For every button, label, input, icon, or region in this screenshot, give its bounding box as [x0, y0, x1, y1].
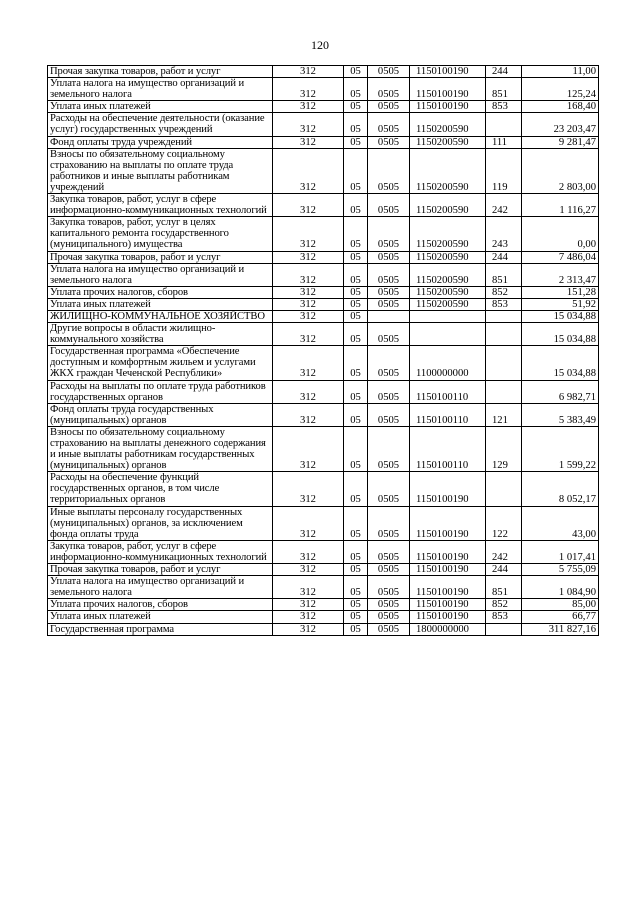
section-code-cell: 05 [344, 506, 368, 540]
expense-name-cell: Уплата прочих налогов, сборов [48, 599, 273, 611]
expense-name-cell: ЖИЛИЩНО-КОММУНАЛЬНОЕ ХОЗЯЙСТВО [48, 310, 273, 322]
section-code-cell: 05 [344, 380, 368, 403]
table-row [48, 194, 599, 217]
amount-cell: 5 383,49 [522, 403, 599, 426]
expense-type-cell: 129 [486, 426, 522, 471]
target-article-cell: 1150100110 [410, 403, 486, 426]
department-code-cell: 312 [273, 66, 344, 78]
expense-type-cell: 244 [486, 564, 522, 576]
section-code-cell: 05 [344, 251, 368, 263]
section-code-cell: 05 [344, 310, 368, 322]
amount-cell: 66,77 [522, 611, 599, 623]
section-code-cell: 05 [344, 611, 368, 623]
section-code-cell: 05 [344, 346, 368, 380]
table-row [48, 599, 599, 611]
amount-cell: 125,24 [522, 78, 599, 101]
expense-type-cell: 242 [486, 540, 522, 563]
target-article-cell: 1150200590 [410, 251, 486, 263]
amount-cell: 9 281,47 [522, 136, 599, 148]
expense-type-cell: 121 [486, 403, 522, 426]
subsection-code-cell: 0505 [368, 426, 410, 471]
amount-cell: 6 982,71 [522, 380, 599, 403]
section-code-cell: 05 [344, 298, 368, 310]
section-code-cell: 05 [344, 194, 368, 217]
expense-name-cell: Уплата налога на имущество организаций и земельного налога [48, 263, 273, 286]
table-row [48, 113, 599, 136]
expense-name-cell: Взносы по обязательному социальному страхованию на выплаты по оплате труда работников и иные выплаты работникам учреждений [48, 148, 273, 193]
target-article-cell: 1150100190 [410, 540, 486, 563]
table-row [48, 148, 599, 193]
expense-name-cell: Закупка товаров, работ, услуг в сфере информационно-коммуникационных технологий [48, 540, 273, 563]
department-code-cell: 312 [273, 217, 344, 251]
amount-cell: 51,92 [522, 298, 599, 310]
table-row [48, 472, 599, 506]
subsection-code-cell [368, 310, 410, 322]
section-code-cell: 05 [344, 323, 368, 346]
department-code-cell: 312 [273, 251, 344, 263]
department-code-cell: 312 [273, 426, 344, 471]
department-code-cell: 312 [273, 346, 344, 380]
section-code-cell: 05 [344, 78, 368, 101]
expense-type-cell [486, 380, 522, 403]
amount-cell: 0,00 [522, 217, 599, 251]
table-row [48, 506, 599, 540]
department-code-cell: 312 [273, 310, 344, 322]
department-code-cell: 312 [273, 136, 344, 148]
department-code-cell: 312 [273, 599, 344, 611]
expense-name-cell: Фонд оплаты труда учреждений [48, 136, 273, 148]
table-row [48, 66, 599, 78]
amount-cell: 15 034,88 [522, 323, 599, 346]
expense-type-cell [486, 623, 522, 635]
subsection-code-cell: 0505 [368, 113, 410, 136]
department-code-cell: 312 [273, 148, 344, 193]
department-code-cell: 312 [273, 540, 344, 563]
table-row [48, 298, 599, 310]
expense-name-cell: Уплата иных платежей [48, 101, 273, 113]
amount-cell: 8 052,17 [522, 472, 599, 506]
expense-type-cell: 853 [486, 298, 522, 310]
subsection-code-cell: 0505 [368, 298, 410, 310]
table-row [48, 101, 599, 113]
section-code-cell: 05 [344, 576, 368, 599]
section-code-cell: 05 [344, 217, 368, 251]
target-article-cell: 1150100190 [410, 599, 486, 611]
table-row [48, 323, 599, 346]
section-code-cell: 05 [344, 623, 368, 635]
expense-type-cell: 243 [486, 217, 522, 251]
table-row [48, 136, 599, 148]
target-article-cell: 1150200590 [410, 136, 486, 148]
section-code-cell: 05 [344, 599, 368, 611]
subsection-code-cell: 0505 [368, 611, 410, 623]
target-article-cell: 1150100190 [410, 611, 486, 623]
section-code-cell: 05 [344, 403, 368, 426]
expense-name-cell: Уплата налога на имущество организаций и земельного налога [48, 576, 273, 599]
amount-cell: 1 116,27 [522, 194, 599, 217]
amount-cell: 15 034,88 [522, 346, 599, 380]
section-code-cell: 05 [344, 113, 368, 136]
subsection-code-cell: 0505 [368, 148, 410, 193]
department-code-cell: 312 [273, 576, 344, 599]
amount-cell: 23 203,47 [522, 113, 599, 136]
expense-type-cell: 244 [486, 66, 522, 78]
target-article-cell: 1150200590 [410, 194, 486, 217]
subsection-code-cell: 0505 [368, 380, 410, 403]
subsection-code-cell: 0505 [368, 66, 410, 78]
department-code-cell: 312 [273, 472, 344, 506]
amount-cell: 5 755,09 [522, 564, 599, 576]
target-article-cell: 1150200590 [410, 113, 486, 136]
target-article-cell: 1150100190 [410, 576, 486, 599]
expense-name-cell: Уплата налога на имущество организаций и земельного налога [48, 78, 273, 101]
table-row [48, 346, 599, 380]
subsection-code-cell: 0505 [368, 194, 410, 217]
subsection-code-cell: 0505 [368, 599, 410, 611]
amount-cell: 43,00 [522, 506, 599, 540]
table-row [48, 540, 599, 563]
expense-name-cell: Уплата прочих налогов, сборов [48, 286, 273, 298]
section-code-cell: 05 [344, 472, 368, 506]
expense-type-cell [486, 310, 522, 322]
expense-name-cell: Иные выплаты персоналу государственных (муниципальных) органов, за исключением фонда оплаты труда [48, 506, 273, 540]
department-code-cell: 312 [273, 564, 344, 576]
target-article-cell [410, 323, 486, 346]
subsection-code-cell: 0505 [368, 346, 410, 380]
department-code-cell: 312 [273, 623, 344, 635]
section-code-cell: 05 [344, 148, 368, 193]
subsection-code-cell: 0505 [368, 403, 410, 426]
target-article-cell: 1150200590 [410, 263, 486, 286]
table-row [48, 564, 599, 576]
department-code-cell: 312 [273, 78, 344, 101]
subsection-code-cell: 0505 [368, 251, 410, 263]
table-row [48, 251, 599, 263]
subsection-code-cell: 0505 [368, 576, 410, 599]
table-row [48, 263, 599, 286]
target-article-cell: 1100000000 [410, 346, 486, 380]
expense-name-cell: Расходы на обеспечение функций государственных органов, в том числе территориальных органов [48, 472, 273, 506]
budget-table-body [48, 66, 599, 636]
subsection-code-cell: 0505 [368, 323, 410, 346]
expense-name-cell: Расходы на обеспечение деятельности (оказание услуг) государственных учреждений [48, 113, 273, 136]
expense-type-cell [486, 346, 522, 380]
amount-cell: 1 084,90 [522, 576, 599, 599]
table-row [48, 78, 599, 101]
section-code-cell: 05 [344, 136, 368, 148]
expense-name-cell: Взносы по обязательному социальному страхованию на выплаты денежного содержания и иные выплаты работникам государственных (муниципальных) органов [48, 426, 273, 471]
amount-cell: 2 313,47 [522, 263, 599, 286]
department-code-cell: 312 [273, 298, 344, 310]
expense-type-cell [486, 113, 522, 136]
table-row [48, 286, 599, 298]
subsection-code-cell: 0505 [368, 263, 410, 286]
target-article-cell: 1150200590 [410, 148, 486, 193]
department-code-cell: 312 [273, 403, 344, 426]
expense-type-cell: 242 [486, 194, 522, 217]
section-code-cell: 05 [344, 564, 368, 576]
expense-name-cell: Фонд оплаты труда государственных (муниципальных) органов [48, 403, 273, 426]
target-article-cell: 1150100110 [410, 380, 486, 403]
expense-name-cell: Другие вопросы в области жилищно-коммунального хозяйства [48, 323, 273, 346]
subsection-code-cell: 0505 [368, 286, 410, 298]
section-code-cell: 05 [344, 540, 368, 563]
target-article-cell: 1150200590 [410, 217, 486, 251]
department-code-cell: 312 [273, 263, 344, 286]
expense-name-cell: Закупка товаров, работ, услуг в сфере информационно-коммуникационных технологий [48, 194, 273, 217]
section-code-cell: 05 [344, 286, 368, 298]
amount-cell: 2 803,00 [522, 148, 599, 193]
section-code-cell: 05 [344, 263, 368, 286]
expense-name-cell: Государственная программа [48, 623, 273, 635]
expense-type-cell: 119 [486, 148, 522, 193]
table-row [48, 310, 599, 322]
subsection-code-cell: 0505 [368, 101, 410, 113]
target-article-cell: 1150200590 [410, 286, 486, 298]
target-article-cell: 1150200590 [410, 298, 486, 310]
subsection-code-cell: 0505 [368, 78, 410, 101]
expense-name-cell: Прочая закупка товаров, работ и услуг [48, 66, 273, 78]
department-code-cell: 312 [273, 380, 344, 403]
expense-type-cell: 852 [486, 286, 522, 298]
target-article-cell: 1150100190 [410, 472, 486, 506]
expense-name-cell: Прочая закупка товаров, работ и услуг [48, 251, 273, 263]
expense-type-cell [486, 323, 522, 346]
target-article-cell: 1150100110 [410, 426, 486, 471]
expense-type-cell [486, 472, 522, 506]
subsection-code-cell: 0505 [368, 564, 410, 576]
section-code-cell: 05 [344, 101, 368, 113]
expense-type-cell: 851 [486, 78, 522, 101]
expense-name-cell: Расходы на выплаты по оплате труда работников государственных органов [48, 380, 273, 403]
expense-type-cell: 851 [486, 576, 522, 599]
expense-name-cell: Уплата иных платежей [48, 611, 273, 623]
subsection-code-cell: 0505 [368, 506, 410, 540]
expense-type-cell: 851 [486, 263, 522, 286]
expense-name-cell: Прочая закупка товаров, работ и услуг [48, 564, 273, 576]
department-code-cell: 312 [273, 194, 344, 217]
target-article-cell [410, 310, 486, 322]
expense-type-cell: 244 [486, 251, 522, 263]
table-row [48, 623, 599, 635]
expense-type-cell: 852 [486, 599, 522, 611]
table-row [48, 403, 599, 426]
department-code-cell: 312 [273, 113, 344, 136]
expense-type-cell: 853 [486, 101, 522, 113]
expense-name-cell: Закупка товаров, работ, услуг в целях капитального ремонта государственного (муниципального) имущества [48, 217, 273, 251]
department-code-cell: 312 [273, 323, 344, 346]
target-article-cell: 1150100190 [410, 78, 486, 101]
section-code-cell: 05 [344, 66, 368, 78]
department-code-cell: 312 [273, 506, 344, 540]
subsection-code-cell: 0505 [368, 540, 410, 563]
expense-type-cell: 853 [486, 611, 522, 623]
amount-cell: 311 827,16 [522, 623, 599, 635]
amount-cell: 11,00 [522, 66, 599, 78]
amount-cell: 151,28 [522, 286, 599, 298]
target-article-cell: 1150100190 [410, 66, 486, 78]
target-article-cell: 1150100190 [410, 564, 486, 576]
subsection-code-cell: 0505 [368, 217, 410, 251]
amount-cell: 168,40 [522, 101, 599, 113]
expense-name-cell: Государственная программа «Обеспечение доступным и комфортным жильем и услугами ЖКХ граждан Чеченской Республики» [48, 346, 273, 380]
subsection-code-cell: 0505 [368, 623, 410, 635]
table-row [48, 426, 599, 471]
expense-type-cell: 122 [486, 506, 522, 540]
amount-cell: 1 017,41 [522, 540, 599, 563]
target-article-cell: 1800000000 [410, 623, 486, 635]
table-row [48, 576, 599, 599]
page-number: 120 [311, 38, 329, 52]
subsection-code-cell: 0505 [368, 136, 410, 148]
budget-table [47, 65, 599, 636]
target-article-cell: 1150100190 [410, 101, 486, 113]
table-row [48, 611, 599, 623]
section-code-cell: 05 [344, 426, 368, 471]
amount-cell: 15 034,88 [522, 310, 599, 322]
target-article-cell: 1150100190 [410, 506, 486, 540]
amount-cell: 7 486,04 [522, 251, 599, 263]
department-code-cell: 312 [273, 611, 344, 623]
table-row [48, 217, 599, 251]
subsection-code-cell: 0505 [368, 472, 410, 506]
amount-cell: 85,00 [522, 599, 599, 611]
expense-type-cell: 111 [486, 136, 522, 148]
expense-name-cell: Уплата иных платежей [48, 298, 273, 310]
amount-cell: 1 599,22 [522, 426, 599, 471]
department-code-cell: 312 [273, 101, 344, 113]
department-code-cell: 312 [273, 286, 344, 298]
table-row [48, 380, 599, 403]
